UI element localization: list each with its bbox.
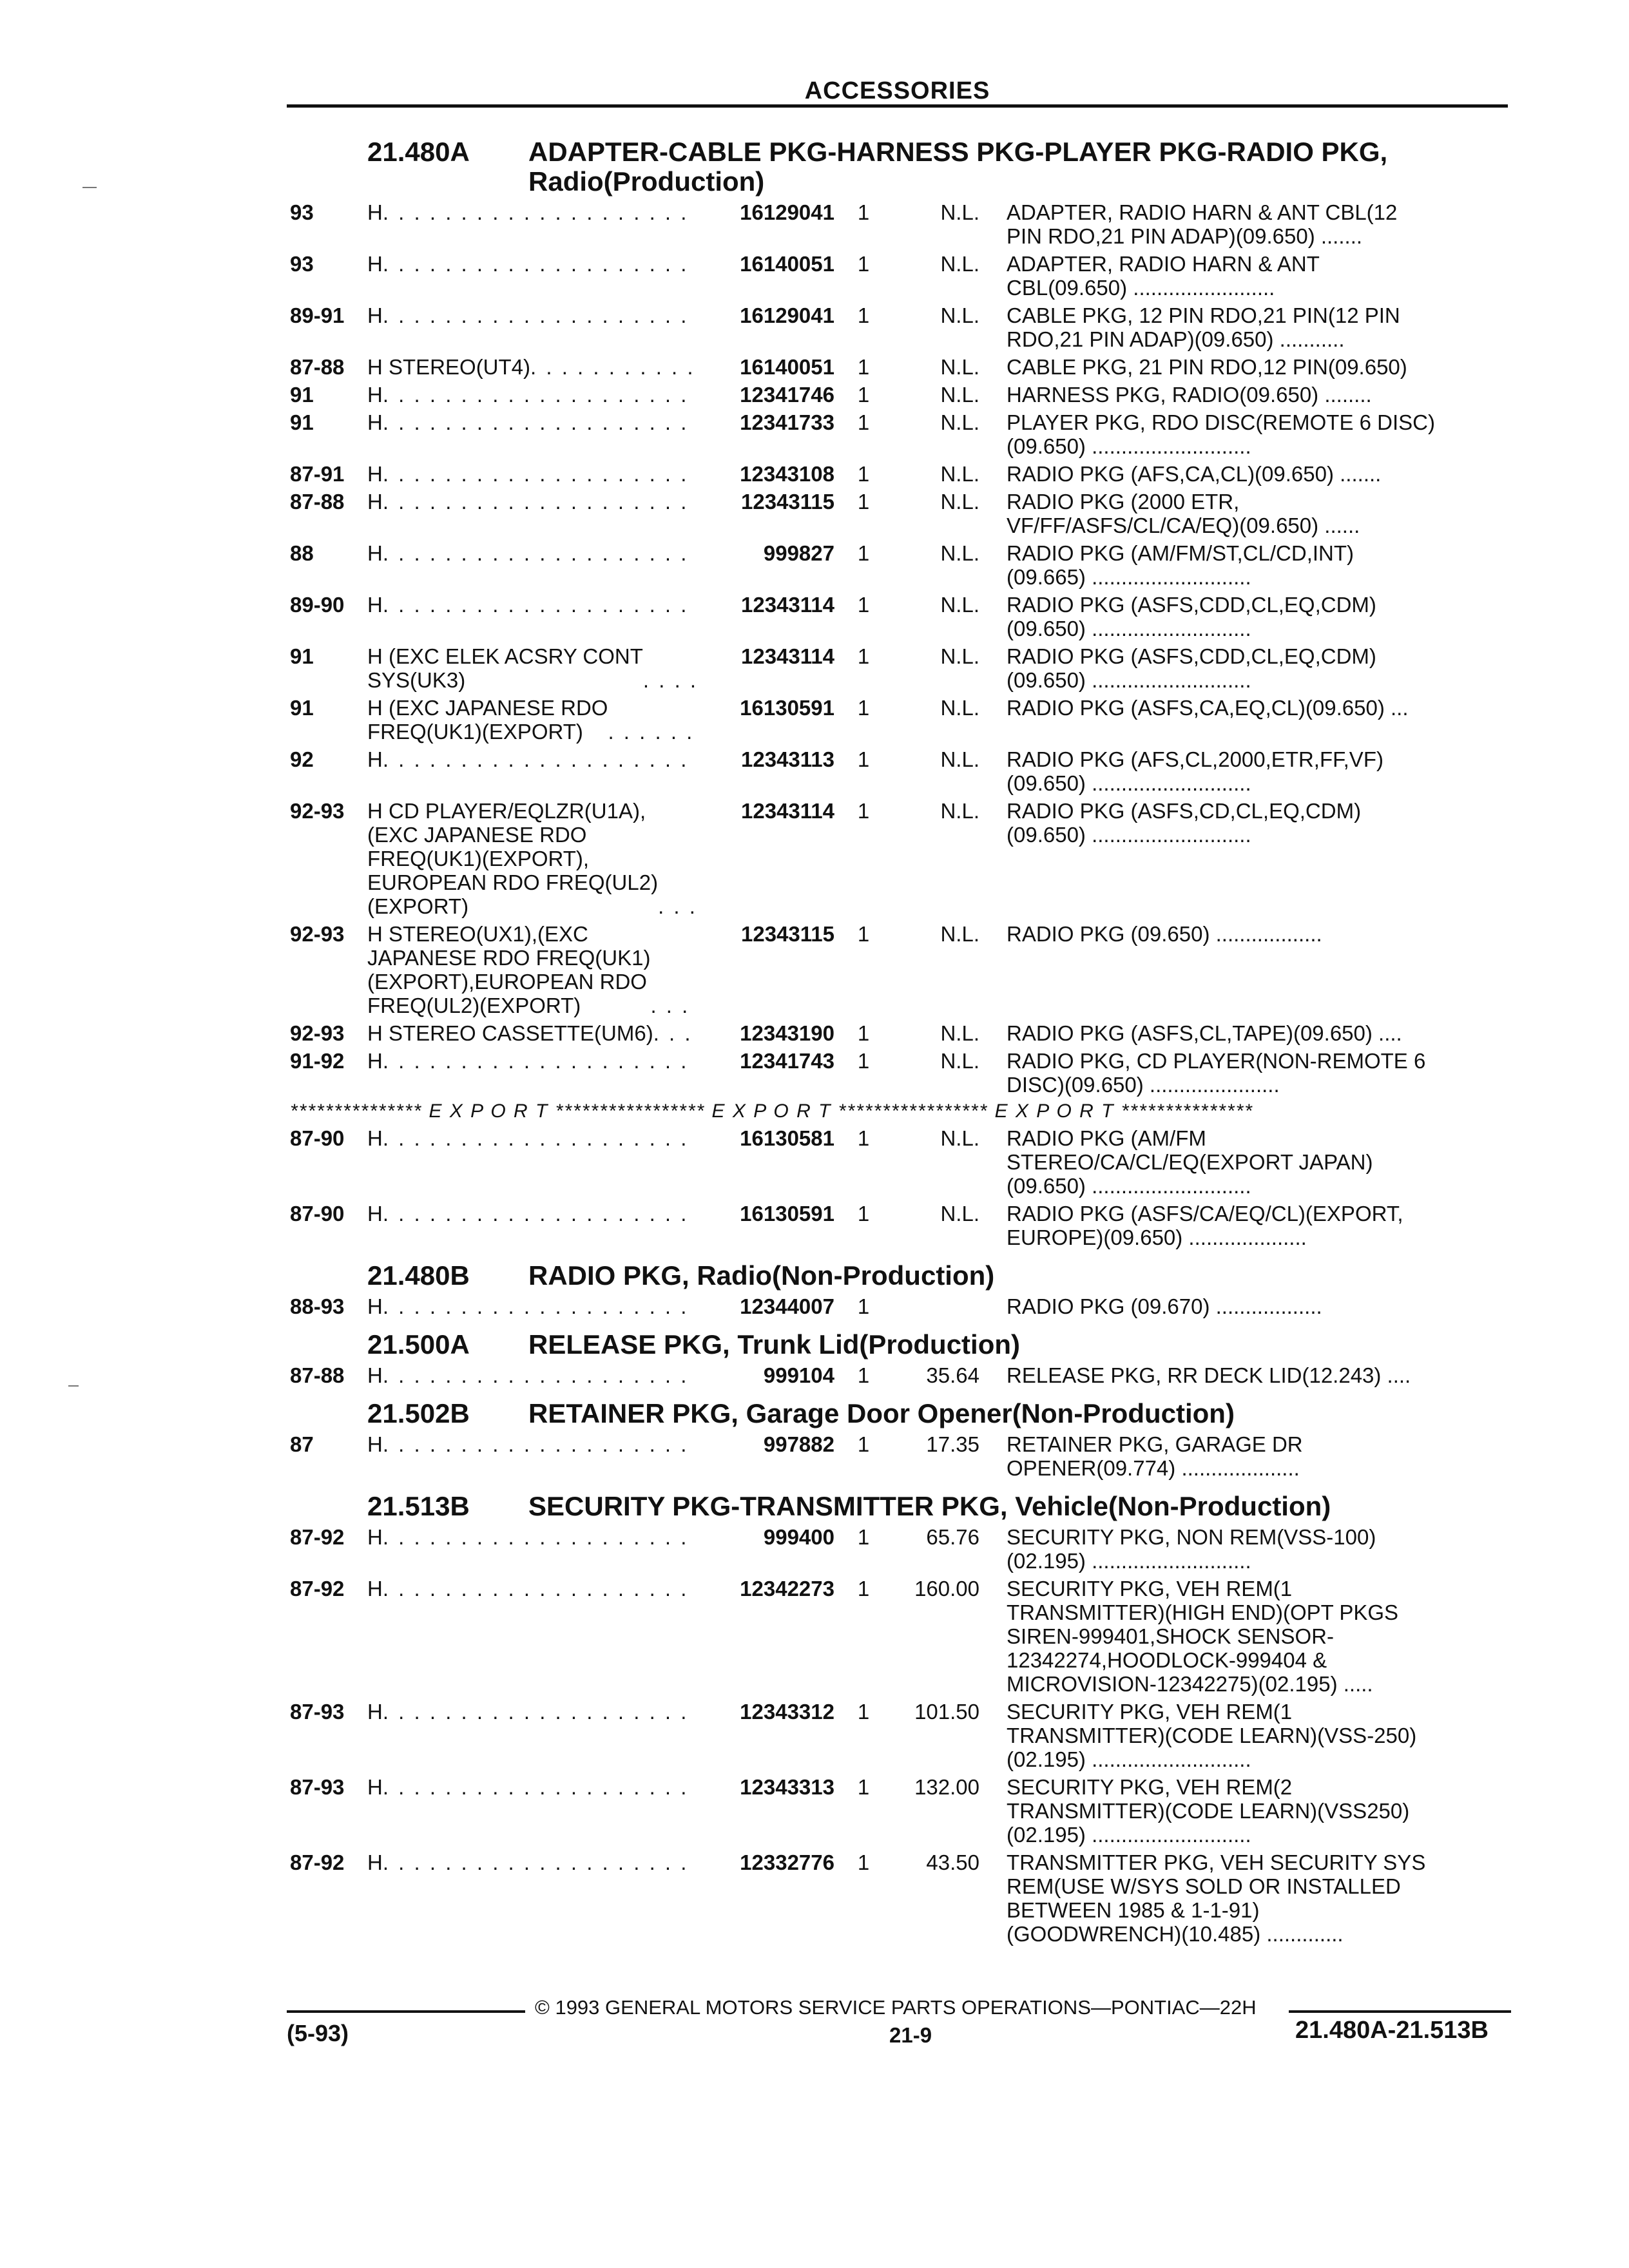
model-years: 92-93 xyxy=(290,922,345,946)
part-number: 999827 xyxy=(763,541,834,565)
parts-row xyxy=(290,1363,1514,1387)
dot-leader xyxy=(383,1577,698,1600)
part-number: 12343114 xyxy=(740,644,834,668)
model-years: 93 xyxy=(290,252,314,276)
qualifier-line xyxy=(367,644,698,692)
section-heading xyxy=(290,1399,1514,1428)
parts-row xyxy=(290,1126,1514,1198)
qualifier-text: H (EXC ELEK ACSRY CONT SYS(UK3) xyxy=(367,644,643,692)
usage-qualifier xyxy=(367,1126,712,1150)
dot-leader xyxy=(653,1021,698,1045)
section-heading xyxy=(290,1492,1514,1521)
price: N.L. xyxy=(940,303,979,327)
usage-qualifier xyxy=(367,696,712,744)
quantity: 1 xyxy=(857,696,870,720)
model-years: 87-92 xyxy=(290,1850,345,1874)
qualifier-line xyxy=(367,1850,698,1874)
price: N.L. xyxy=(940,1049,979,1073)
qualifier-line xyxy=(367,593,698,617)
part-number: 16140051 xyxy=(740,355,834,379)
quantity: 1 xyxy=(857,200,870,224)
model-years: 93 xyxy=(290,200,314,224)
qualifier-line xyxy=(367,1049,698,1073)
price: N.L. xyxy=(940,200,979,224)
part-description: RADIO PKG (ASFS,CD,CL,EQ,CDM) (09.650) ........................... xyxy=(1007,799,1362,847)
dot-leader xyxy=(643,668,698,692)
part-number: 16129041 xyxy=(740,303,834,327)
qualifier-text: H (EXC JAPANESE RDO FREQ(UK1)(EXPORT) xyxy=(367,696,608,744)
quantity: 1 xyxy=(857,1363,870,1387)
qualifier-line xyxy=(367,696,698,744)
parts-row xyxy=(290,303,1514,351)
section-title: ADAPTER-CABLE PKG-HARNESS PKG-PLAYER PKG-RADIO PKG, Radio(Production) xyxy=(528,137,1388,197)
usage-qualifier xyxy=(367,1577,712,1600)
price: 132.00 xyxy=(914,1775,979,1799)
qualifier-text: H xyxy=(367,1126,383,1150)
part-description: RADIO PKG (2000 ETR, VF/FF/ASFS/CL/CA/EQ)(09.650) ...... xyxy=(1007,490,1360,537)
qualifier-line xyxy=(367,1021,698,1045)
revision-date: (5-93) xyxy=(287,2020,349,2046)
dot-leader xyxy=(383,410,698,434)
quantity: 1 xyxy=(857,1202,870,1225)
model-years: 87-90 xyxy=(290,1126,345,1150)
parts-row xyxy=(290,200,1514,248)
parts-row xyxy=(290,1700,1514,1771)
qualifier-text: H xyxy=(367,1577,383,1600)
quantity: 1 xyxy=(857,252,870,276)
price: 101.50 xyxy=(914,1700,979,1724)
qualifier-line xyxy=(367,490,698,514)
qualifier-text: H STEREO(UX1),(EXC JAPANESE RDO FREQ(UK1) (EXPORT),EUROPEAN RDO FREQ(UL2)(EXPORT) xyxy=(367,922,651,1017)
qualifier-line xyxy=(367,303,698,327)
usage-qualifier xyxy=(367,1363,712,1387)
usage-qualifier xyxy=(367,593,712,617)
dot-leader xyxy=(383,1126,698,1150)
copyright-notice: © 1993 GENERAL MOTORS SERVICE PARTS OPERATIONS—PONTIAC—22H xyxy=(535,1996,1257,2019)
usage-qualifier xyxy=(367,922,712,1017)
dot-leader xyxy=(383,1363,698,1387)
quantity: 1 xyxy=(857,355,870,379)
part-description: SECURITY PKG, NON REM(VSS-100) (02.195) ........................... xyxy=(1007,1525,1376,1573)
parts-row xyxy=(290,1049,1514,1097)
qualifier-text: H xyxy=(367,1432,383,1456)
model-years: 87-88 xyxy=(290,355,345,379)
price: N.L. xyxy=(940,462,979,486)
price: N.L. xyxy=(940,1126,979,1150)
part-number: 999104 xyxy=(763,1363,834,1387)
qualifier-line xyxy=(367,410,698,434)
qualifier-line xyxy=(367,799,698,918)
export-divider: *************** E X P O R T ***************** E X P O R T ***************** E X P O R T *************** xyxy=(290,1100,1253,1122)
qualifier-text: H xyxy=(367,1363,383,1387)
model-years: 88 xyxy=(290,541,314,565)
usage-qualifier xyxy=(367,1850,712,1874)
price: N.L. xyxy=(940,541,979,565)
part-description: SECURITY PKG, VEH REM(2 TRANSMITTER)(CODE LEARN)(VSS250) (02.195) ........................... xyxy=(1007,1775,1410,1847)
price: N.L. xyxy=(940,410,979,434)
price: N.L. xyxy=(940,252,979,276)
usage-qualifier xyxy=(367,383,712,407)
part-number: 12343114 xyxy=(740,799,834,823)
part-description: RELEASE PKG, RR DECK LID(12.243) .... xyxy=(1007,1363,1411,1387)
usage-qualifier xyxy=(367,644,712,692)
part-description: RADIO PKG (ASFS,CL,TAPE)(09.650) .... xyxy=(1007,1021,1402,1045)
qualifier-text: H xyxy=(367,747,383,771)
model-years: 91 xyxy=(290,383,314,407)
price: N.L. xyxy=(940,644,979,668)
part-description: RADIO PKG (ASFS/CA/EQ/CL)(EXPORT, EUROPE)(09.650) .................... xyxy=(1007,1202,1403,1249)
parts-row xyxy=(290,355,1514,379)
qualifier-line xyxy=(367,1294,698,1318)
price: N.L. xyxy=(940,922,979,946)
page-number: 21-9 xyxy=(889,2023,932,2047)
model-years: 87-93 xyxy=(290,1775,345,1799)
quantity: 1 xyxy=(857,383,870,407)
qualifier-text: H xyxy=(367,410,383,434)
part-number: 12332776 xyxy=(740,1850,834,1874)
part-description: ADAPTER, RADIO HARN & ANT CBL(09.650) ........................ xyxy=(1007,252,1320,300)
qualifier-line xyxy=(367,1202,698,1225)
dot-leader xyxy=(383,1202,698,1225)
qualifier-line xyxy=(367,200,698,224)
part-description: RADIO PKG (ASFS,CDD,CL,EQ,CDM) (09.650) ........................... xyxy=(1007,593,1376,640)
price: N.L. xyxy=(940,1202,979,1225)
quantity: 1 xyxy=(857,1294,870,1318)
dot-leader xyxy=(383,593,698,617)
dot-leader xyxy=(530,355,698,379)
part-number: 12343313 xyxy=(740,1775,834,1799)
footer-rule xyxy=(1289,2010,1511,2013)
edge-mark xyxy=(68,1385,79,1387)
header-rule xyxy=(287,104,1508,108)
price: N.L. xyxy=(940,383,979,407)
quantity: 1 xyxy=(857,1850,870,1874)
model-years: 87 xyxy=(290,1432,314,1456)
parts-row xyxy=(290,922,1514,1017)
model-years: 87-88 xyxy=(290,490,345,514)
qualifier-text: H xyxy=(367,541,383,565)
usage-qualifier xyxy=(367,355,712,379)
section-code: 21.513B xyxy=(367,1491,470,1521)
part-description: CABLE PKG, 12 PIN RDO,21 PIN(12 PIN RDO,21 PIN ADAP)(09.650) ........... xyxy=(1007,303,1400,351)
qualifier-text: H STEREO CASSETTE(UM6) xyxy=(367,1021,653,1045)
dot-leader xyxy=(383,541,698,565)
price: N.L. xyxy=(940,696,979,720)
quantity: 1 xyxy=(857,1021,870,1045)
parts-row xyxy=(290,462,1514,486)
qualifier-line xyxy=(367,541,698,565)
part-number: 12341746 xyxy=(740,383,834,407)
quantity: 1 xyxy=(857,1775,870,1799)
section-heading xyxy=(290,1261,1514,1291)
quantity: 1 xyxy=(857,1700,870,1724)
quantity: 1 xyxy=(857,1432,870,1456)
part-number: 12343115 xyxy=(740,922,834,946)
qualifier-line xyxy=(367,1775,698,1799)
part-number: 16130591 xyxy=(740,1202,834,1225)
parts-row xyxy=(290,1432,1514,1480)
dot-leader xyxy=(383,383,698,407)
dot-leader xyxy=(383,1700,698,1724)
section-code: 21.502B xyxy=(367,1398,470,1428)
qualifier-text: H xyxy=(367,1294,383,1318)
parts-catalog xyxy=(290,126,1514,1946)
price: 160.00 xyxy=(914,1577,979,1600)
quantity: 1 xyxy=(857,747,870,771)
part-number: 12343113 xyxy=(740,747,834,771)
qualifier-text: H xyxy=(367,1525,383,1549)
usage-qualifier xyxy=(367,1049,712,1073)
dot-leader xyxy=(383,747,698,771)
qualifier-line xyxy=(367,383,698,407)
parts-row xyxy=(290,593,1514,640)
price: N.L. xyxy=(940,747,979,771)
section-code: 21.480B xyxy=(367,1260,470,1291)
usage-qualifier xyxy=(367,1432,712,1456)
qualifier-text: H xyxy=(367,593,383,617)
parts-row xyxy=(290,644,1514,692)
qualifier-text: H xyxy=(367,1700,383,1724)
quantity: 1 xyxy=(857,490,870,514)
part-number: 12343115 xyxy=(740,490,834,514)
quantity: 1 xyxy=(857,593,870,617)
qualifier-line xyxy=(367,922,698,1017)
section-title: RADIO PKG, Radio(Non-Production) xyxy=(528,1260,995,1291)
section-code: 21.500A xyxy=(367,1329,470,1360)
section-range: 21.480A-21.513B xyxy=(1295,2017,1489,2044)
model-years: 87-90 xyxy=(290,1202,345,1225)
model-years: 92 xyxy=(290,747,314,771)
part-number: 12341743 xyxy=(740,1049,834,1073)
qualifier-text: H xyxy=(367,1775,383,1799)
usage-qualifier xyxy=(367,747,712,771)
parts-row xyxy=(290,1577,1514,1696)
parts-row xyxy=(290,1775,1514,1847)
price: 35.64 xyxy=(926,1363,979,1387)
dot-leader xyxy=(383,252,698,276)
qualifier-line xyxy=(367,355,698,379)
dot-leader xyxy=(650,994,698,1017)
parts-row xyxy=(290,383,1514,407)
quantity: 1 xyxy=(857,644,870,668)
usage-qualifier xyxy=(367,1294,712,1318)
qualifier-text: H CD PLAYER/EQLZR(U1A), (EXC JAPANESE RDO FREQ(UK1)(EXPORT), EUROPEAN RDO FREQ(UL2) (EXPORT) xyxy=(367,799,659,918)
section-heading xyxy=(290,137,1514,197)
part-description: RADIO PKG (09.650) .................. xyxy=(1007,922,1322,946)
part-number: 16130581 xyxy=(740,1126,834,1150)
part-description: CABLE PKG, 21 PIN RDO,12 PIN(09.650) xyxy=(1007,355,1407,379)
quantity: 1 xyxy=(857,1126,870,1150)
usage-qualifier xyxy=(367,1525,712,1549)
parts-row xyxy=(290,1850,1514,1946)
section-code: 21.480A xyxy=(367,137,470,167)
model-years: 87-92 xyxy=(290,1577,345,1600)
quantity: 1 xyxy=(857,799,870,823)
parts-row xyxy=(290,747,1514,795)
part-description: RADIO PKG (ASFS,CDD,CL,EQ,CDM) (09.650) ........................... xyxy=(1007,644,1376,692)
part-description: RADIO PKG, CD PLAYER(NON-REMOTE 6 DISC)(09.650) ...................... xyxy=(1007,1049,1426,1097)
qualifier-line xyxy=(367,747,698,771)
model-years: 92-93 xyxy=(290,799,345,823)
part-number: 16129041 xyxy=(740,200,834,224)
model-years: 91-92 xyxy=(290,1049,345,1073)
quantity: 1 xyxy=(857,541,870,565)
model-years: 92-93 xyxy=(290,1021,345,1045)
qualifier-text: H xyxy=(367,303,383,327)
parts-row xyxy=(290,410,1514,458)
part-description: RADIO PKG (ASFS,CA,EQ,CL)(09.650) ... xyxy=(1007,696,1409,720)
usage-qualifier xyxy=(367,1021,712,1045)
quantity: 1 xyxy=(857,462,870,486)
usage-qualifier xyxy=(367,1775,712,1799)
part-description: RADIO PKG (AFS,CL,2000,ETR,FF,VF) (09.650) ........................... xyxy=(1007,747,1383,795)
qualifier-line xyxy=(367,1700,698,1724)
usage-qualifier xyxy=(367,799,712,918)
model-years: 87-92 xyxy=(290,1525,345,1549)
page-header: ACCESSORIES xyxy=(804,77,990,104)
qualifier-text: H xyxy=(367,490,383,514)
dot-leader xyxy=(383,1432,698,1456)
parts-row xyxy=(290,1525,1514,1573)
edge-mark xyxy=(82,187,97,188)
usage-qualifier xyxy=(367,541,712,565)
model-years: 91 xyxy=(290,644,314,668)
part-number: 12341733 xyxy=(740,410,834,434)
qualifier-text: H xyxy=(367,252,383,276)
part-number: 997882 xyxy=(763,1432,834,1456)
dot-leader xyxy=(383,303,698,327)
qualifier-text: H xyxy=(367,1049,383,1073)
dot-leader xyxy=(383,490,698,514)
model-years: 89-91 xyxy=(290,303,345,327)
price: N.L. xyxy=(940,355,979,379)
part-number: 16140051 xyxy=(740,252,834,276)
usage-qualifier xyxy=(367,200,712,224)
usage-qualifier xyxy=(367,303,712,327)
dot-leader xyxy=(383,1525,698,1549)
price: N.L. xyxy=(940,1021,979,1045)
price: N.L. xyxy=(940,593,979,617)
price: N.L. xyxy=(940,799,979,823)
part-number: 12343312 xyxy=(740,1700,834,1724)
dot-leader xyxy=(383,462,698,486)
parts-row xyxy=(290,799,1514,918)
price: 43.50 xyxy=(926,1850,979,1874)
usage-qualifier xyxy=(367,462,712,486)
part-description: RADIO PKG (AM/FM STEREO/CA/CL/EQ(EXPORT JAPAN) (09.650) ........................... xyxy=(1007,1126,1373,1198)
section-heading xyxy=(290,1330,1514,1360)
part-description: RADIO PKG (09.670) .................. xyxy=(1007,1294,1322,1318)
qualifier-line xyxy=(367,1126,698,1150)
qualifier-line xyxy=(367,1363,698,1387)
section-title: RETAINER PKG, Garage Door Opener(Non-Production) xyxy=(528,1398,1235,1428)
part-description: RADIO PKG (AM/FM/ST,CL/CD,INT) (09.665) ........................... xyxy=(1007,541,1354,589)
qualifier-text: H xyxy=(367,200,383,224)
part-number: 999400 xyxy=(763,1525,834,1549)
qualifier-text: H xyxy=(367,383,383,407)
quantity: 1 xyxy=(857,410,870,434)
qualifier-line xyxy=(367,462,698,486)
qualifier-line xyxy=(367,1432,698,1456)
quantity: 1 xyxy=(857,1049,870,1073)
parts-row xyxy=(290,1294,1514,1318)
usage-qualifier xyxy=(367,410,712,434)
model-years: 91 xyxy=(290,696,314,720)
quantity: 1 xyxy=(857,303,870,327)
model-years: 87-91 xyxy=(290,462,345,486)
part-number: 12344007 xyxy=(740,1294,834,1318)
qualifier-text: H xyxy=(367,462,383,486)
parts-row xyxy=(290,1021,1514,1045)
dot-leader xyxy=(383,1775,698,1799)
quantity: 1 xyxy=(857,1577,870,1600)
part-number: 12342273 xyxy=(740,1577,834,1600)
part-number: 16130591 xyxy=(740,696,834,720)
parts-row xyxy=(290,696,1514,744)
model-years: 89-90 xyxy=(290,593,345,617)
part-description: ADAPTER, RADIO HARN & ANT CBL(12 PIN RDO,21 PIN ADAP)(09.650) ....... xyxy=(1007,200,1398,248)
qualifier-text: H xyxy=(367,1850,383,1874)
part-description: SECURITY PKG, VEH REM(1 TRANSMITTER)(HIGH END)(OPT PKGS SIREN-999401,SHOCK SENSOR- 12342274,HOODLOCK-999404 & MICROVISION-12342275)(02.195) ..... xyxy=(1007,1577,1399,1696)
price: 17.35 xyxy=(926,1432,979,1456)
footer-rule xyxy=(287,2010,525,2013)
dot-leader xyxy=(383,1294,698,1318)
dot-leader xyxy=(608,720,698,744)
parts-row xyxy=(290,490,1514,537)
dot-leader xyxy=(383,1049,698,1073)
dot-leader xyxy=(383,1850,698,1874)
qualifier-line xyxy=(367,1525,698,1549)
part-number: 12343108 xyxy=(740,462,834,486)
quantity: 1 xyxy=(857,922,870,946)
usage-qualifier xyxy=(367,1700,712,1724)
model-years: 91 xyxy=(290,410,314,434)
part-number: 12343114 xyxy=(740,593,834,617)
part-description: SECURITY PKG, VEH REM(1 TRANSMITTER)(CODE LEARN)(VSS-250) (02.195) ........................... xyxy=(1007,1700,1417,1771)
section-title: RELEASE PKG, Trunk Lid(Production) xyxy=(528,1329,1021,1360)
dot-leader xyxy=(383,200,698,224)
dot-leader xyxy=(658,894,698,918)
part-description: RADIO PKG (AFS,CA,CL)(09.650) ....... xyxy=(1007,462,1382,486)
part-number: 12343190 xyxy=(740,1021,834,1045)
model-years: 87-93 xyxy=(290,1700,345,1724)
parts-row xyxy=(290,1202,1514,1249)
usage-qualifier xyxy=(367,1202,712,1225)
parts-row xyxy=(290,541,1514,589)
price: N.L. xyxy=(940,490,979,514)
qualifier-line xyxy=(367,1577,698,1600)
part-description: HARNESS PKG, RADIO(09.650) ........ xyxy=(1007,383,1372,407)
part-description: RETAINER PKG, GARAGE DR OPENER(09.774) .................... xyxy=(1007,1432,1303,1480)
part-description: PLAYER PKG, RDO DISC(REMOTE 6 DISC) (09.650) ........................... xyxy=(1007,410,1435,458)
price: 65.76 xyxy=(926,1525,979,1549)
model-years: 87-88 xyxy=(290,1363,345,1387)
usage-qualifier xyxy=(367,252,712,276)
usage-qualifier xyxy=(367,490,712,514)
qualifier-text: H xyxy=(367,1202,383,1225)
qualifier-text: H STEREO(UT4) xyxy=(367,355,531,379)
quantity: 1 xyxy=(857,1525,870,1549)
parts-row xyxy=(290,252,1514,300)
model-years: 88-93 xyxy=(290,1294,345,1318)
section-title: SECURITY PKG-TRANSMITTER PKG, Vehicle(Non-Production) xyxy=(528,1491,1331,1521)
part-description: TRANSMITTER PKG, VEH SECURITY SYS REM(USE W/SYS SOLD OR INSTALLED BETWEEN 1985 & 1-1-91) (GOODWRENCH)(10.485) ............. xyxy=(1007,1850,1426,1946)
qualifier-line xyxy=(367,252,698,276)
